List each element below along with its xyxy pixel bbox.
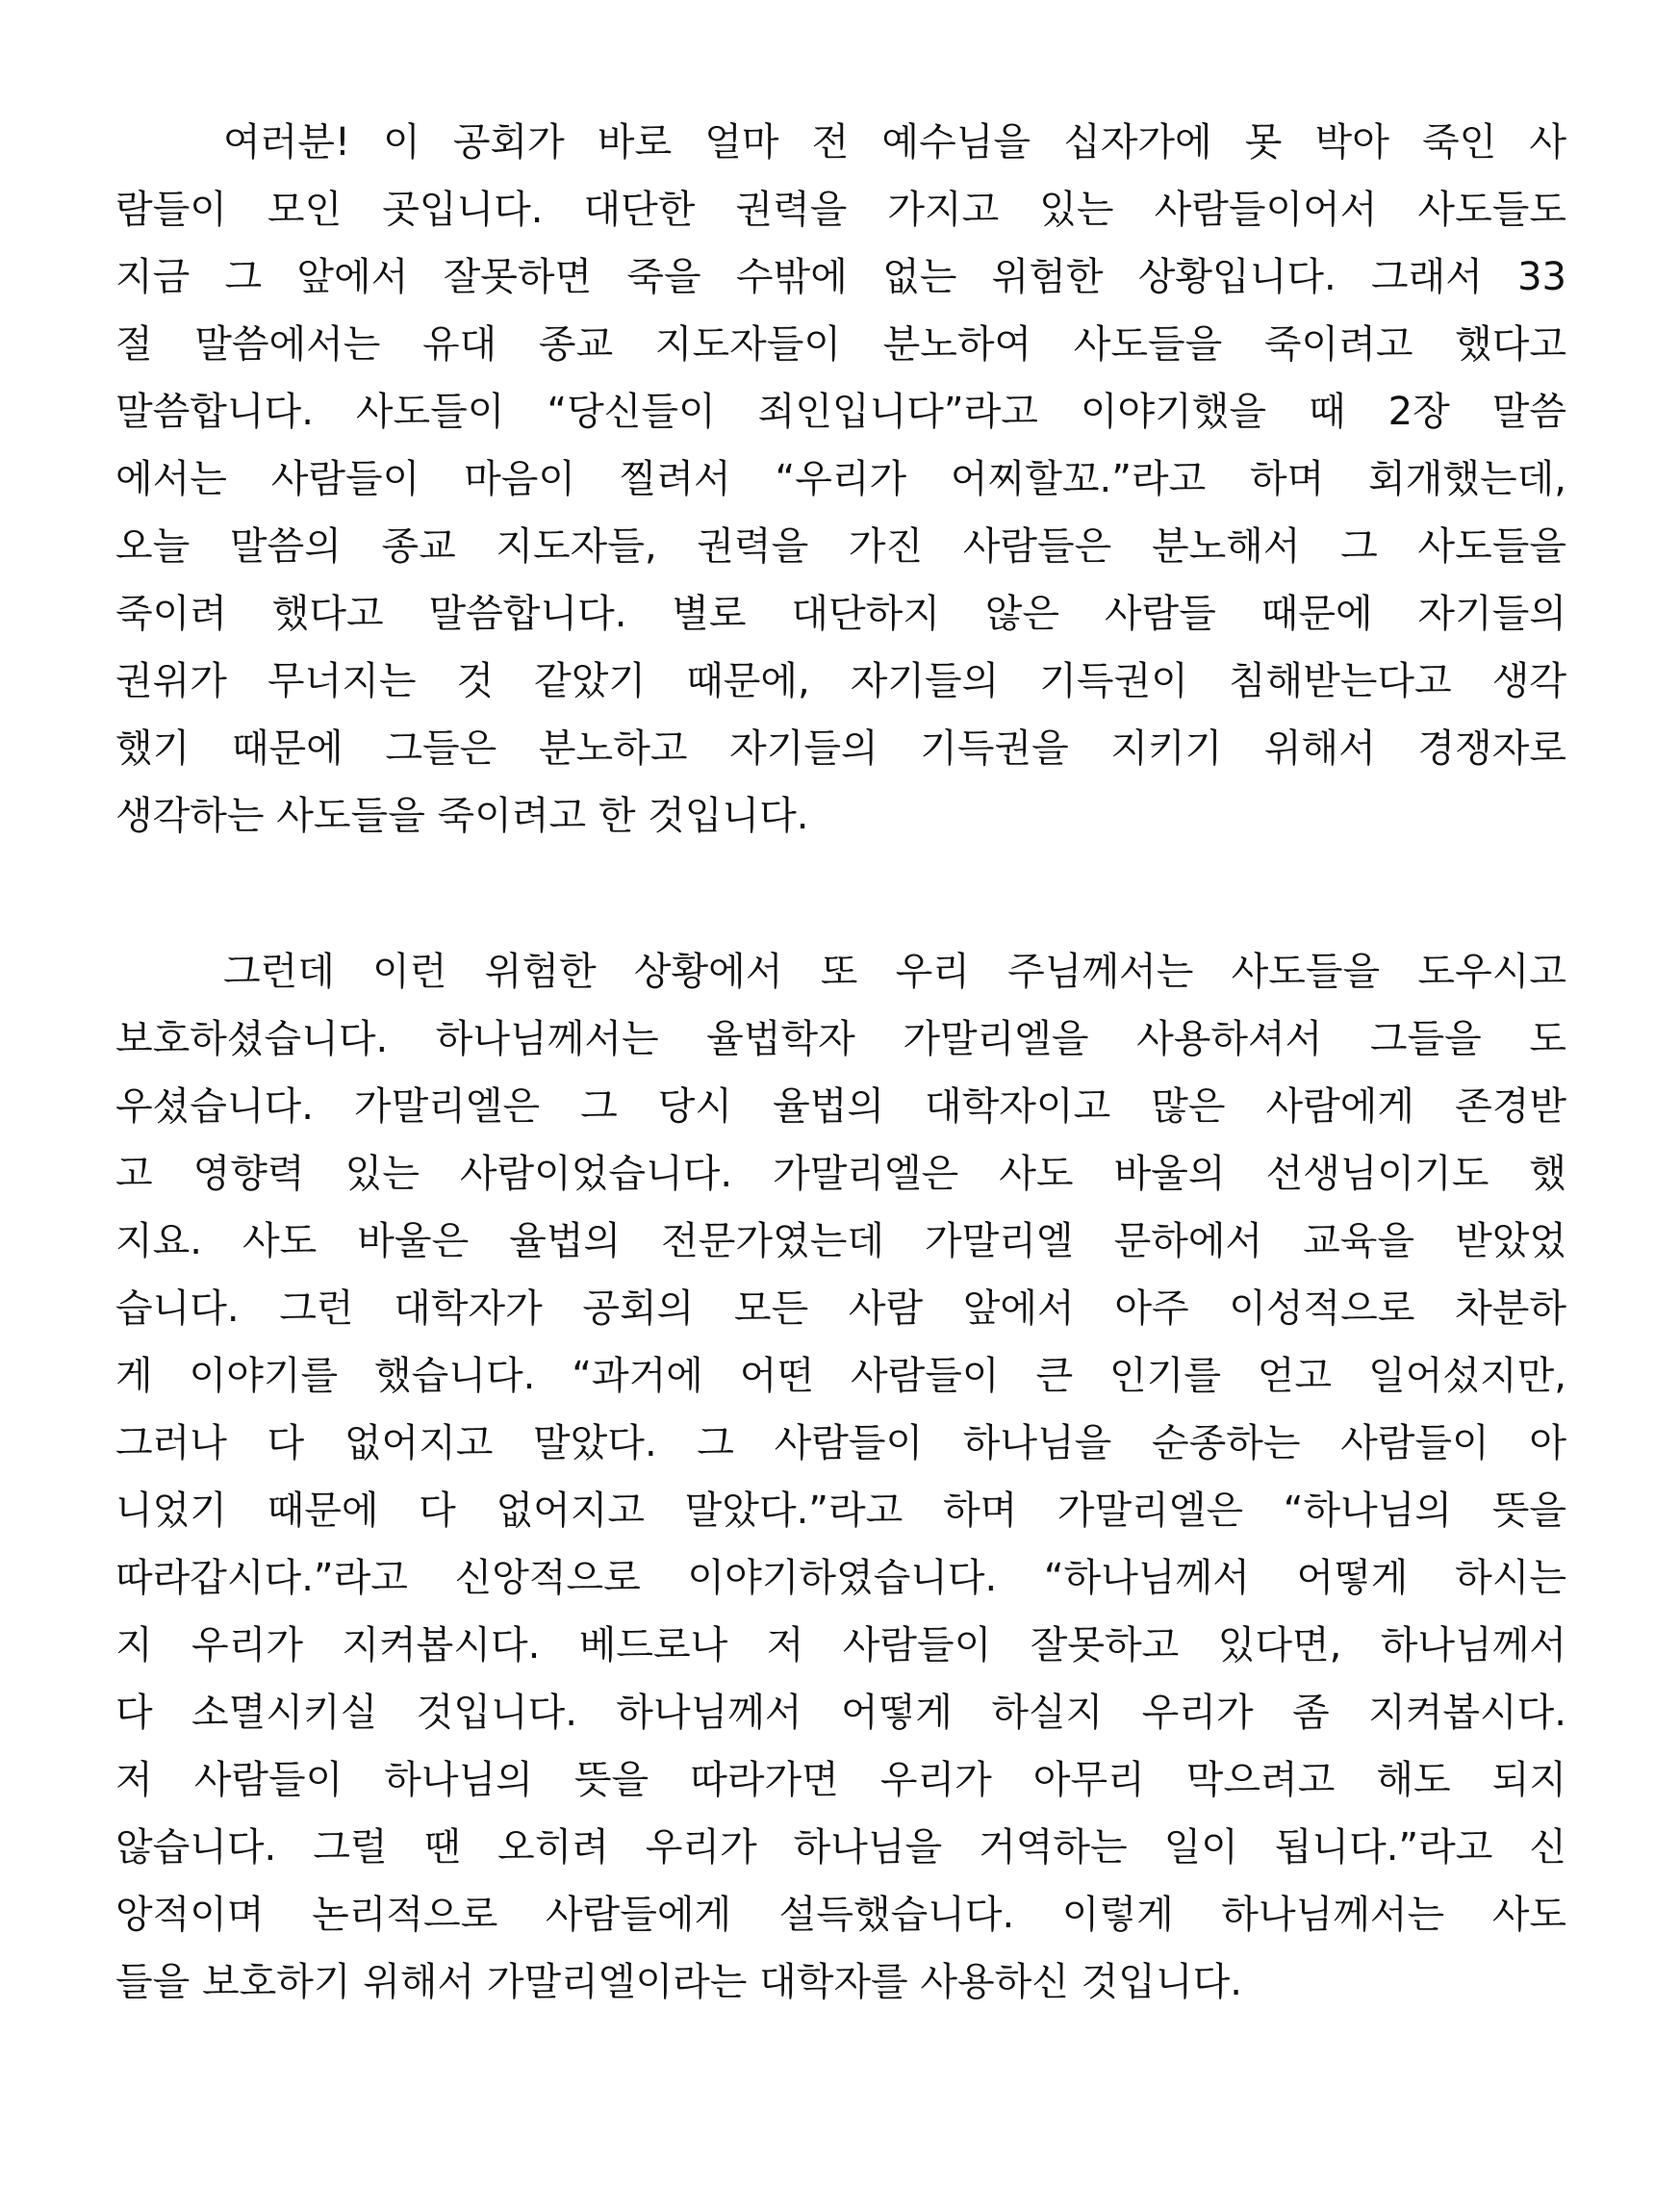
- text-line: 그러나 다 없어지고 말았다. 그 사람들이 하나님을 순종하는 사람들이 아: [115, 1421, 1566, 1465]
- text-line: 오늘 말씀의 종교 지도자들, 권력을 가진 사람들은 분노해서 그 사도들을: [115, 524, 1566, 569]
- text-line: 보호하셨습니다. 하나님께서는 율법학자 가말리엘을 사용하셔서 그들을 도: [115, 1017, 1566, 1061]
- text-line: 죽이려 했다고 말씀합니다. 별로 대단하지 않은 사람들 때문에 자기들의: [115, 592, 1566, 636]
- text-line: 저 사람들이 하나님의 뜻을 따라가면 우리가 아무리 막으려고 해도 되지: [115, 1758, 1566, 1802]
- text-line: 지 우리가 지켜봅시다. 베드로나 저 사람들이 잘못하고 있다면, 하나님께서: [115, 1623, 1566, 1667]
- text-line: 했기 때문에 그들은 분노하고 자기들의 기득권을 지키기 위해서 경쟁자로: [115, 726, 1566, 771]
- text-line: 다 소멸시키실 것입니다. 하나님께서 어떻게 하실지 우리가 좀 지켜봅시다.: [115, 1691, 1566, 1735]
- text-line: 않습니다. 그럴 땐 오히려 우리가 하나님을 거역하는 일이 됩니다.”라고 신: [115, 1825, 1566, 1870]
- paragraph-1: [115, 109, 1566, 850]
- text-line: 여러분! 이 공회가 바로 얼마 전 예수님을 십자가에 못 박아 죽인 사: [223, 120, 1566, 165]
- text-line: 게 이야기를 했습니다. “과거에 어떤 사람들이 큰 인기를 얻고 일어섰지만,: [115, 1354, 1566, 1398]
- text-line: 그런데 이런 위험한 상황에서 또 우리 주님께서는 사도들을 도우시고: [223, 950, 1566, 994]
- text-line: 말씀합니다. 사도들이 “당신들이 죄인입니다”라고 이야기했을 때 2장 말씀: [115, 390, 1566, 434]
- text-line: 고 영향력 있는 사람이었습니다. 가말리엘은 사도 바울의 선생님이기도 했: [115, 1152, 1566, 1196]
- text-line: 들을 보호하기 위해서 가말리엘이라는 대학자를 사용하신 것입니다.: [115, 1960, 1242, 2004]
- text-line: 지요. 사도 바울은 율법의 전문가였는데 가말리엘 문하에서 교육을 받았었: [115, 1219, 1566, 1263]
- text-line: 에서는 사람들이 마음이 찔려서 “우리가 어찌할꼬.”라고 하며 회개했는데,: [115, 457, 1566, 501]
- text-line: 지금 그 앞에서 잘못하면 죽을 수밖에 없는 위험한 상황입니다. 그래서 33: [115, 255, 1566, 299]
- paragraph-2: [115, 938, 1566, 2016]
- text-line: 우셨습니다. 가말리엘은 그 당시 율법의 대학자이고 많은 사람에게 존경받: [115, 1084, 1566, 1129]
- text-line: 습니다. 그런 대학자가 공회의 모든 사람 앞에서 아주 이성적으로 차분하: [115, 1286, 1566, 1331]
- text-line: 권위가 무너지는 것 같았기 때문에, 자기들의 기득권이 침해받는다고 생각: [115, 659, 1566, 703]
- text-line: 생각하는 사도들을 죽이려고 한 것입니다.: [115, 794, 809, 838]
- text-line: 앙적이며 논리적으로 사람들에게 설득했습니다. 이렇게 하나님께서는 사도: [115, 1893, 1566, 1937]
- text-line: 따라갑시다.”라고 신앙적으로 이야기하였습니다. “하나님께서 어떻게 하시는: [115, 1556, 1566, 1600]
- text-line: 람들이 모인 곳입니다. 대단한 권력을 가지고 있는 사람들이어서 사도들도: [115, 188, 1566, 232]
- text-line: 절 말씀에서는 유대 종교 지도자들이 분노하여 사도들을 죽이려고 했다고: [115, 322, 1566, 367]
- text-line: 니었기 때문에 다 없어지고 말았다.”라고 하며 가말리엘은 “하나님의 뜻을: [115, 1489, 1566, 1533]
